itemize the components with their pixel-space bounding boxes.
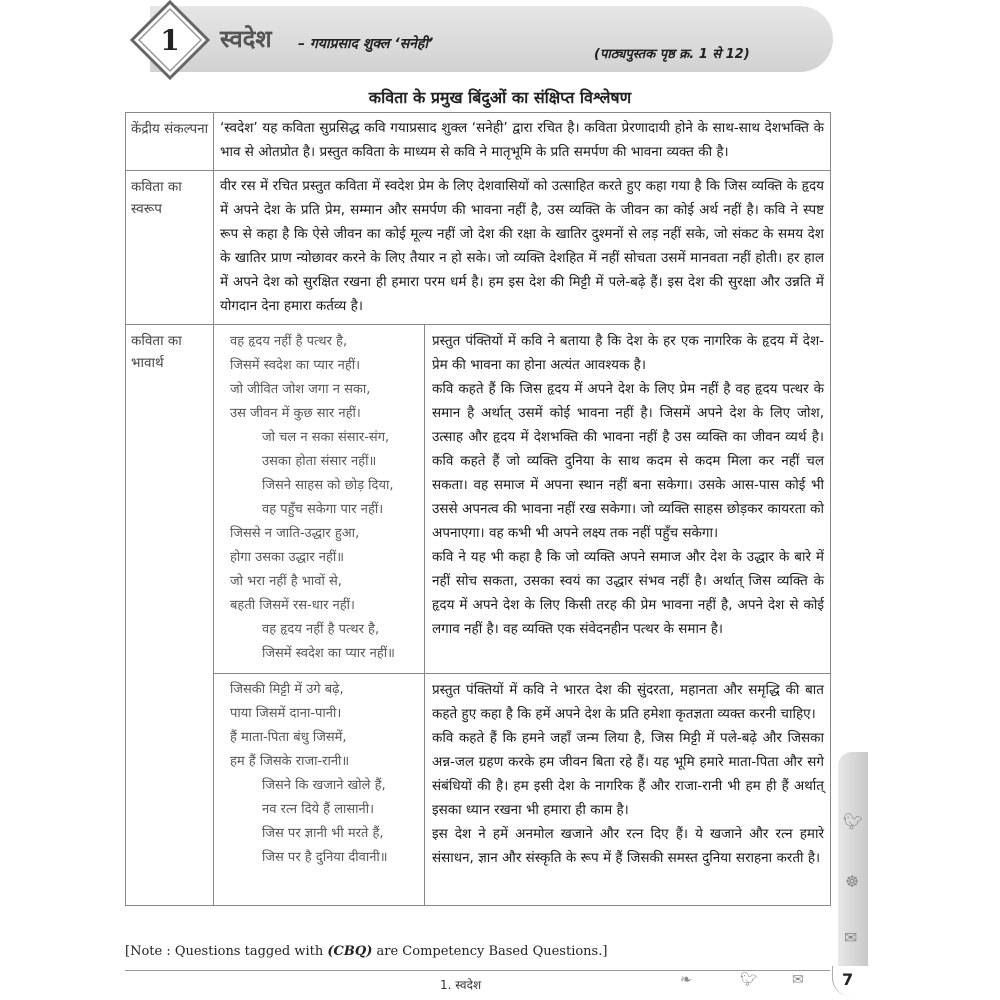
poem-line: जिस पर ज्ञानी भी मरते हैं, (262, 826, 384, 841)
explanation-paragraph: प्रस्तुत पंक्तियों में कवि ने बताया है कि देश के हर एक नागरिक के हृदय में देश-प्रेम की भावना का होना अत्यंत आवश्यक है। (432, 333, 824, 373)
explanation-paragraph: इस देश ने हमें अनमोल खजाने और रत्न दिए हैं। ये खजाने और रत्न हमारे संसाधन, ज्ञान और संस्कृति के रूप में हैं जिसकी समस्त दुनिया सराहना करती है। (432, 826, 824, 866)
poem-line: उस जीवन में कुछ सार नहीं। (230, 406, 361, 421)
poem-line: जिस पर है दुनिया दीवानी॥ (262, 850, 388, 865)
chapter-author: – गयाप्रसाद शुक्ल ‘सनेही’ (298, 36, 434, 52)
row-label-central-idea: केंद्रीय संकल्पना (131, 121, 209, 137)
row-divider (125, 324, 831, 325)
envelope-icon: ✉ (792, 972, 804, 988)
cbq-tag: (CBQ) (327, 944, 373, 959)
poem-line: उसका होता संसार नहीं॥ (262, 454, 377, 469)
chapter-number-badge (130, 0, 210, 80)
explanation-paragraph: कवि कहते हैं कि हमने जहाँ जन्म लिया है, जिस मिट्टी में पले-बढ़े और जिसका अन्न-जल ग्रहण करके हम जीवन बिता रहे हैं। यह भूमि हमारे माता-पिता और सगे संबंधियों की है। हम इसी देश के नागरिक हैं और राजा-रानी भी हम ही हैं अर्थात् इसका ध्यान रखना भी हमारा ही काम है। (432, 730, 824, 818)
row-label-nature: कविता का स्वरूप (131, 179, 182, 217)
stanza-1-explanation (432, 329, 824, 641)
scroll-icon: ❧ (680, 972, 692, 988)
section-heading: कविता के प्रमुख बिंदुओं का संक्षिप्त विश्लेषण (368, 88, 632, 107)
bird-icon: 🐦︎ (843, 812, 864, 831)
poem-line: होगा उसका उद्धार नहीं॥ (230, 550, 345, 565)
poem-line: वह हृदय नहीं है पत्थर है, (230, 334, 348, 349)
nature-text: वीर रस में रचित प्रस्तुत कविता में स्वदेश प्रेम के लिए देशवासियों को उत्साहित करते हुए कहा गया है कि जिस व्यक्ति के हृदय में अपने देश के प्रति प्रेम, सम्मान और समर्पण की भावना नहीं है, उस व्यक्ति के जीवन का कोई अर्थ नहीं है। कवि ने स्पष्ट रूप से कहा है कि ऐसे जीवन का कोई मूल्य नहीं जो देश की रक्षा के खातिर दुश्मनों से लड़ नहीं सके, जो संकट के समय देश के खातिर प्राण न्योछावर करने के लिए तैयार न हो सके। जो व्यक्ति देशहित में नहीं सोचता उसमें मानवता नहीं होती। हर हाल में अपने देश को सुरक्षित रखना ही हमारा परम धर्म है। हम इस देश की मिट्टी में पले-बढ़े हैं। इस देश की सुरक्षा और उन्नति में योगदान देना हमारा कर्तव्य है। (220, 178, 824, 314)
poem-line: जिसने साहस को छोड़ दिया, (262, 478, 394, 493)
poem-line: जो चल न सका संसार-संग, (262, 430, 390, 445)
poem-line: नव रत्न दिये हैं लासानी। (262, 802, 375, 817)
explanation-paragraph: कवि कहते हैं कि जिस हृदय में अपने देश के लिए प्रेम नहीं है वह हृदय पत्थर के समान है अर्थात् उसमें कोई भावना नहीं है। जिसमें अपने देश के लिए जोश, उत्साह और हृदय में देशभक्ति की भावना नहीं है उस व्यक्ति का जीवन व्यर्थ है। कवि कहते हैं जो व्यक्ति दुनिया के साथ कदम से कदम मिला कर नहीं चल सकता। वह समाज में अपना स्थान नहीं बना सकेगा। उसके आस-पास कोई भी उससे अपनत्व की भावना नहीं रख सकेगा। जो व्यक्ति साहस छोड़कर कायरता को अपनाएगा। वह कभी भी अपने लक्ष्य तक नहीं पहुँच सकेगा। (432, 381, 824, 541)
poem-line: पाया जिसमें दाना-पानी। (230, 706, 342, 721)
note-suffix: are Competency Based Questions.] (372, 944, 608, 959)
row-label-meaning: कविता का भावार्थ (131, 333, 182, 371)
poem-line: जो भरा नहीं है भावों से, (230, 574, 342, 589)
bird-icon: 🐦︎ (740, 972, 758, 988)
poem-line: हम हैं जिसके राजा-रानी॥ (230, 754, 350, 769)
ornament-icon: ☸ (845, 872, 860, 891)
chapter-number: 1 (160, 24, 180, 57)
central-idea-text: ‘स्वदेश’ यह कविता सुप्रसिद्ध कवि गयाप्रसाद शुक्ल ‘सनेही’ द्वारा रचित है। कविता प्रेरणादायी होने के साथ-साथ देशभक्ति के भाव से ओतप्रोत है। प्रस्तुत कविता के माध्यम से कवि ने मातृभूमि के प्रति समर्पण की भावना व्यक्त की है। (220, 120, 824, 160)
row-divider (125, 170, 831, 171)
stanza-2-lines (230, 678, 420, 870)
footer-divider (125, 970, 830, 971)
poem-line: वह हृदय नहीं है पत्थर है, (262, 622, 380, 637)
envelope-icon: ✉ (844, 928, 858, 947)
poem-line: बहती जिसमें रस-धार नहीं। (230, 598, 355, 613)
page-number: 7 (842, 970, 854, 989)
stanza-1-lines (230, 330, 420, 666)
poem-line: जो जीवित जोश जगा न सका, (230, 382, 371, 397)
footnote (125, 944, 607, 959)
poem-line: हैं माता-पिता बंधु जिसमें, (230, 730, 347, 745)
chapter-title: स्वदेश (220, 25, 272, 53)
poem-line: जिसने कि खजाने खोले हैं, (262, 778, 386, 793)
poem-line: जिसमें स्वदेश का प्यार नहीं। (230, 358, 361, 373)
stanza-divider (213, 673, 831, 674)
stanza-2-explanation (432, 678, 824, 870)
poem-line: जिसमें स्वदेश का प्यार नहीं॥ (262, 646, 395, 661)
note-prefix: [Note : Questions tagged with (125, 944, 328, 959)
poem-line: जिससे न जाति-उद्धार हुआ, (230, 526, 360, 541)
explanation-paragraph: कवि ने यह भी कहा है कि जो व्यक्ति अपने समाज और देश के उद्धार के बारे में नहीं सोच सकता, उसका स्वयं का उद्धार संभव नहीं है। अर्थात् जिस व्यक्ति के हृदय में अपने देश के लिए किसी तरह की प्रेम भावना नहीं है, अपने देश से कोई लगाव नहीं है। वह व्यक्ति एक संवेदनहीन पत्थर के समान है। (432, 549, 824, 637)
textbook-page-reference: (पाठ्यपुस्तक पृष्ठ क्र. 1 से 12) (594, 47, 750, 62)
poem-line: वह पहुँच सकेगा पार नहीं। (262, 502, 384, 517)
explanation-paragraph: प्रस्तुत पंक्तियों में कवि ने भारत देश की सुंदरता, महानता और समृद्धि की बात कहते हुए कहा है कि हमें अपने देश के प्रति हमेशा कृतज्ञता व्यक्त करनी चाहिए। (432, 682, 824, 722)
column-divider (213, 112, 214, 906)
poem-column-divider (424, 324, 425, 906)
poem-line: जिसकी मिट्टी में उगे बढ़े, (230, 682, 344, 697)
footer-chapter-label: 1. स्वदेश (440, 978, 482, 992)
